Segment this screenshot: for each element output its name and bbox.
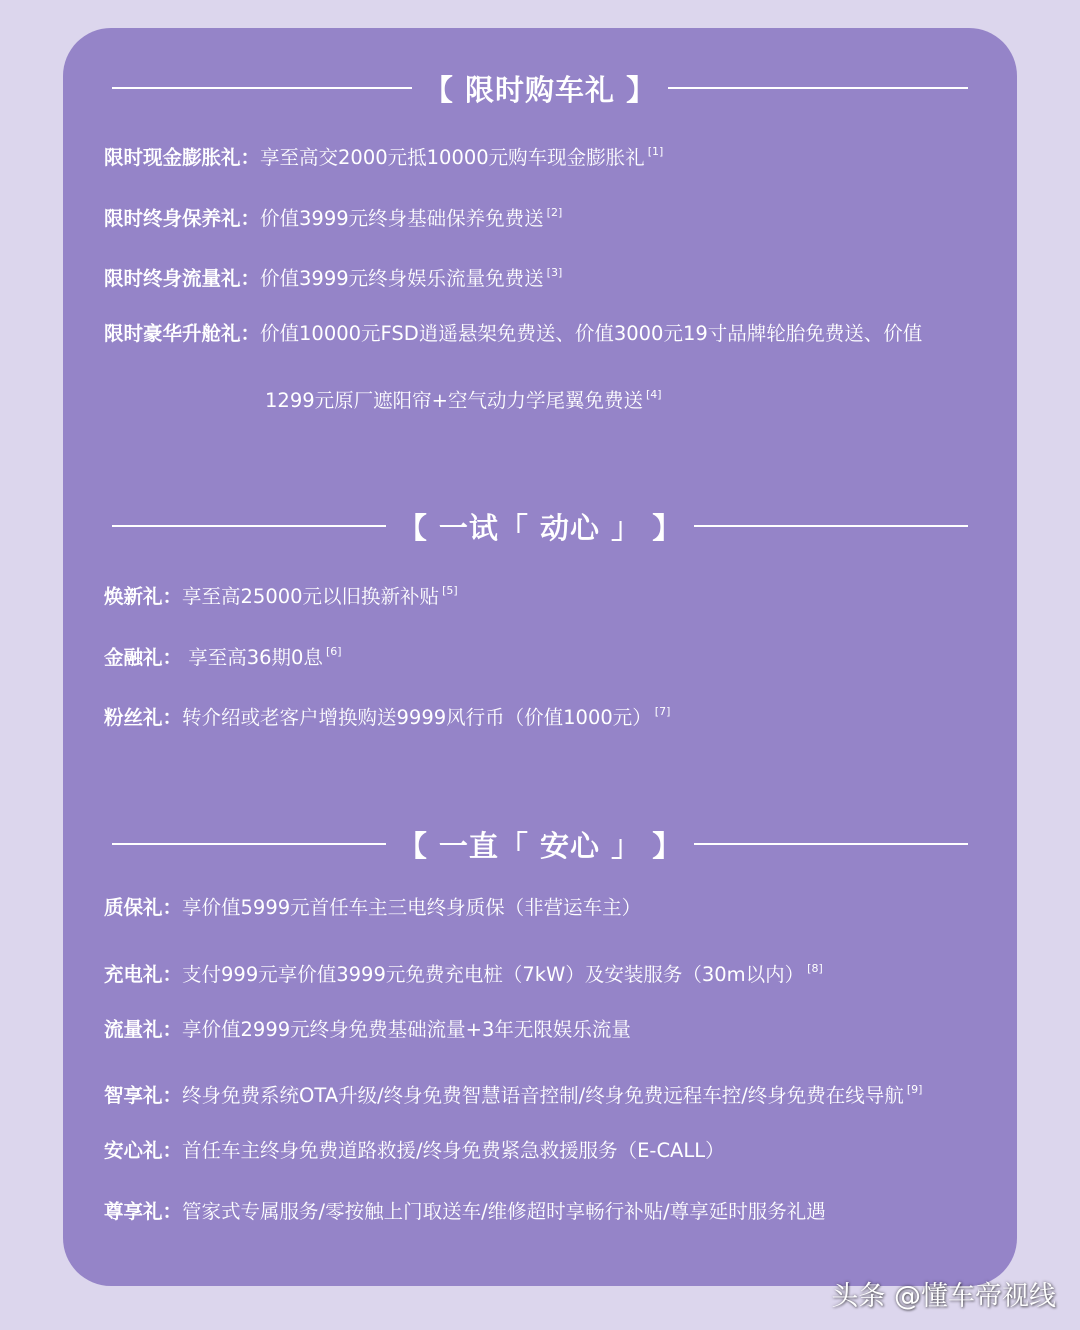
gift-value: 价值10000元FSD逍遥悬架免费送、价值3000元19寸品牌轮胎免费送、价值 [260,322,923,345]
gift-row-luxury-upgrade [104,320,922,348]
gift-row-safety [104,1137,725,1165]
gift-row-data [104,1016,631,1044]
gift-label: 安心礼： [104,1139,183,1162]
gift-row-warranty [104,894,641,922]
footnote-ref: [7] [654,705,671,718]
gift-row-charging [104,955,823,989]
gift-value: 管家式专属服务/零按触上门取送车/维修超时享畅行补贴/尊享延时服务礼遇 [182,1200,826,1223]
footnote-ref: [3] [546,266,563,279]
gift-value: 首任车主终身免费道路救援/终身免费紧急救援服务（E-CALL） [182,1139,725,1162]
divider-line [112,843,386,845]
footnote-ref: [2] [546,206,563,219]
gift-label: 质保礼： [104,896,183,919]
footnote-ref: [1] [647,145,664,158]
gift-value: 享至高36期0息 [182,646,323,669]
section-title: 【 一试「 动心 」 】 [397,510,683,545]
gift-row-finance [104,638,342,672]
gift-label: 充电礼： [104,963,183,986]
divider-line [112,525,386,527]
footnote-ref: [8] [807,962,823,975]
gift-value: 终身免费系统OTA升级/终身免费智慧语音控制/终身免费远程车控/终身免费在线导航 [182,1084,904,1107]
divider-line [694,525,968,527]
footnote-ref: [4] [645,388,662,401]
gift-label: 尊享礼： [104,1200,183,1223]
gift-value: 享价值2999元终身免费基础流量+3年无限娱乐流量 [182,1018,631,1041]
gift-value: 转介绍或老客户增换购送9999风行币（价值1000元） [182,706,652,729]
footnote-ref: [9] [906,1083,923,1096]
section-header-limited-gifts [112,68,968,108]
gift-value: 价值3999元终身基础保养免费送 [260,207,544,230]
divider-line [668,87,968,89]
section-title: 【 一直「 安心 」 】 [397,828,683,863]
footnote-ref: [5] [442,584,458,597]
gift-row-premium [104,1198,826,1226]
gift-label: 限时终身流量礼： [104,267,261,290]
divider-line [694,843,968,845]
gift-label: 流量礼： [104,1018,183,1041]
gift-label: 焕新礼： [104,585,183,608]
gift-label: 粉丝礼： [104,706,183,729]
gift-value: 享至高交2000元抵10000元购车现金膨胀礼 [260,146,645,169]
divider-line [112,87,412,89]
gift-row-trade-in [104,577,458,611]
gift-value: 享价值5999元首任车主三电终身质保（非营运车主） [182,896,642,919]
section-header-peace-of-mind [112,824,968,864]
gift-value: 享至高25000元以旧换新补贴 [182,585,440,608]
gift-value: 支付999元享价值3999元免费充电桩（7kW）及安装服务（30m以内） [182,963,805,986]
gift-row-smart [104,1076,922,1110]
section-header-test-drive [112,506,968,546]
gift-label: 限时终身保养礼： [104,207,261,230]
watermark-text: 头条 @懂车帝视线 [831,1281,1056,1312]
section-title: 【 限时购车礼 】 [423,72,657,107]
gift-row-cash-expansion [104,138,663,172]
gift-label: 金融礼： [104,646,183,669]
gift-label: 智享礼： [104,1084,183,1107]
footnote-ref: [6] [325,645,342,658]
gift-label: 限时现金膨胀礼： [104,146,261,169]
gift-value-continued: 1299元原厂遮阳帘+空气动力学尾翼免费送 [265,389,643,412]
gift-label: 限时豪华升舱礼： [104,322,261,345]
gift-row-fans [104,698,670,732]
gift-value: 价值3999元终身娱乐流量免费送 [260,267,544,290]
gift-row-luxury-upgrade-continued [265,381,662,415]
gift-row-lifetime-maintenance [104,199,562,233]
gift-row-lifetime-data [104,259,562,293]
